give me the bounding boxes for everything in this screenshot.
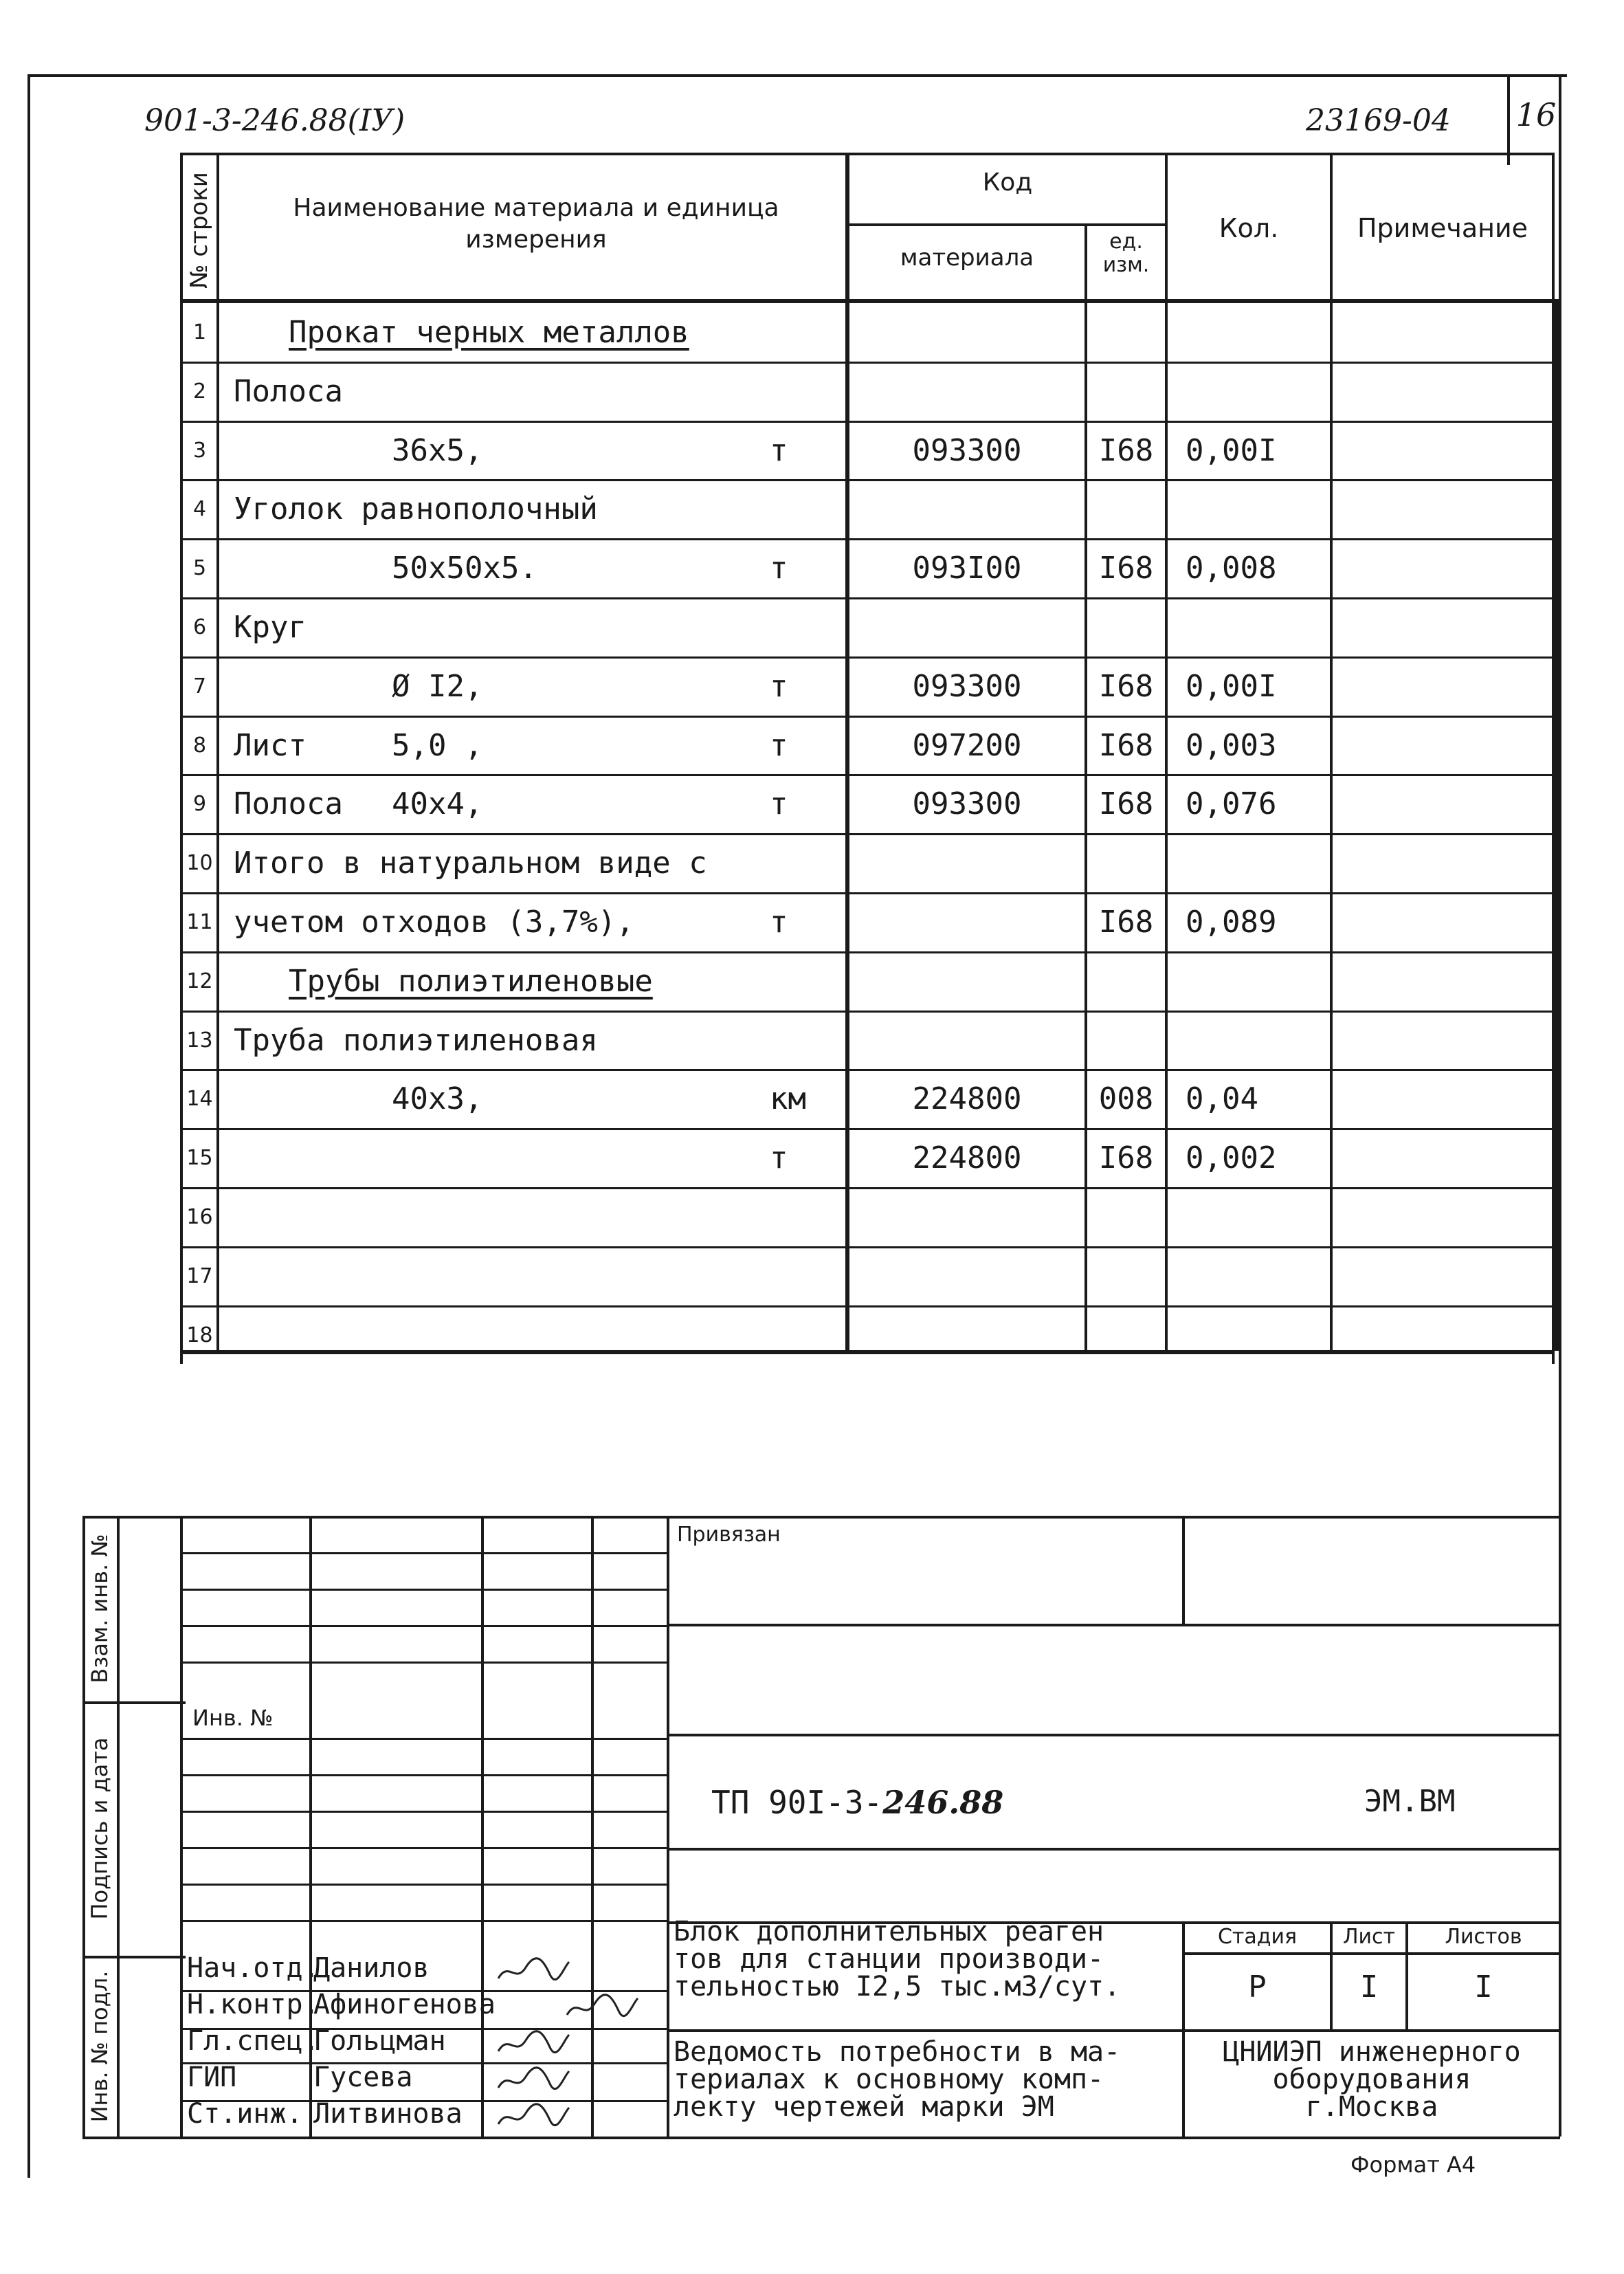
row-number: 16	[186, 1205, 213, 1229]
row-size: 40х4,	[392, 786, 483, 821]
row-unit: км	[770, 1081, 806, 1116]
stage-value: Р	[1248, 1969, 1267, 2005]
row-line	[180, 538, 1555, 540]
row-quantity: 0,089	[1186, 905, 1277, 940]
sig-grid-line	[180, 1920, 668, 1922]
title-sub-line-1: Ведомость потребности в ма-	[674, 2036, 1121, 2068]
row-unit: т	[770, 551, 788, 586]
row-quantity: 0,00I	[1186, 433, 1277, 468]
row-unit-code: I68	[1098, 1140, 1154, 1175]
signature-scribble	[495, 2063, 570, 2096]
title-main-line-3: тельностью I2,5 тыс.м3/сут.	[674, 1971, 1121, 2002]
page-number: 16	[1515, 96, 1557, 133]
row-line	[180, 1246, 1555, 1248]
stamp-top-line	[82, 1516, 1559, 1519]
doc-code-prefix: ТП 90I-3-	[711, 1784, 883, 1821]
row-line	[180, 421, 1555, 423]
row-unit-code: I68	[1098, 669, 1154, 704]
signatory-name: Гольцман	[313, 2025, 446, 2057]
header-qty: Кол.	[1219, 213, 1279, 243]
row-number: 18	[186, 1323, 213, 1347]
row-line	[180, 656, 1555, 659]
sig-col-0	[180, 1516, 183, 2138]
doc-code	[711, 1784, 1003, 1821]
row-unit-code: I68	[1098, 728, 1154, 763]
row-number: 3	[192, 439, 207, 463]
row-number: 8	[192, 733, 207, 758]
code-header-split	[847, 223, 1166, 226]
privyazan-divider	[1182, 1516, 1185, 1626]
signatory-role: Гл.спец.	[187, 2025, 320, 2057]
row-line	[180, 1069, 1555, 1071]
row-size: 36х5,	[392, 433, 483, 468]
row-number: 1	[192, 320, 207, 344]
title-main-line-1: Блок дополнительных реаген	[674, 1916, 1104, 1947]
sig-grid-line	[180, 2062, 668, 2064]
row-line	[180, 716, 1555, 718]
sheets-label: Листов	[1445, 1925, 1522, 1949]
row-number: 5	[192, 556, 207, 580]
stage-label: Стадия	[1217, 1925, 1298, 1949]
header-bottom-border	[180, 299, 1555, 303]
code-bottom-line	[668, 1848, 1559, 1851]
row-name: Полоса	[234, 786, 343, 821]
row-number: 2	[192, 379, 207, 404]
row-line	[180, 1011, 1555, 1013]
row-size: 50х50х5.	[392, 551, 537, 586]
inv-label: Инв. №	[192, 1705, 274, 1731]
sig-grid-line	[180, 1662, 668, 1664]
sheets-value: I	[1474, 1969, 1493, 2005]
frame-left	[27, 74, 30, 2178]
side-podpis: Подпись и дата	[87, 1737, 113, 1920]
title-main	[674, 1918, 1120, 2000]
row-number: 15	[186, 1146, 213, 1170]
sig-col-2	[481, 1516, 484, 2138]
stamp-bottom-line	[82, 2137, 1560, 2139]
stage-header-line	[1182, 1952, 1559, 1955]
sig-col-4	[667, 1516, 669, 2138]
row-line	[180, 951, 1555, 953]
row-name: Уголок равнополочный	[234, 492, 598, 527]
org-line-1: ЦНИИЭП инженерного	[1223, 2036, 1521, 2068]
row-name: учетом отходов (3,7%),	[234, 905, 634, 940]
strip-sep-2	[82, 1956, 186, 1958]
signature-scribble	[564, 1990, 639, 2023]
signatory-role: ГИП	[187, 2062, 237, 2093]
sig-grid-line	[180, 1884, 668, 1886]
row-size: Ø I2,	[392, 669, 483, 704]
sig-grid-line	[180, 1738, 668, 1740]
row-unit-code: I68	[1098, 433, 1154, 468]
row-material-code: 224800	[912, 1081, 1022, 1116]
row-number: 9	[192, 792, 207, 816]
row-quantity: 0,04	[1186, 1081, 1258, 1116]
row-unit: т	[770, 728, 788, 763]
row-name: Лист	[234, 728, 307, 763]
frame-right	[1559, 74, 1561, 2137]
page-no-divider	[1507, 74, 1510, 165]
signatory-name: Данилов	[313, 1952, 430, 1984]
header-code: Код	[982, 168, 1033, 197]
doc-ref: 901-3-246.88(IУ)	[144, 103, 405, 138]
signatory-role: Нач.отд.	[187, 1952, 320, 1984]
signatory-name: Гусева	[313, 2062, 413, 2093]
header-name: Наименование материала и единица измерения	[293, 194, 779, 254]
privyazan-label: Привязан	[677, 1523, 781, 1547]
row-material-code: 093300	[912, 669, 1022, 704]
row-line	[180, 1128, 1555, 1130]
signatory-role: Н.контр.	[187, 1989, 320, 2020]
row-material-code: 224800	[912, 1140, 1022, 1175]
row-number: 6	[192, 615, 207, 639]
row-unit-code: I68	[1098, 551, 1154, 586]
sig-grid-line	[180, 1847, 668, 1849]
header-row-no: № строки	[186, 172, 213, 289]
row-number: 10	[186, 851, 213, 875]
row-size: 40х3,	[392, 1081, 483, 1116]
row-quantity: 0,00I	[1186, 669, 1277, 704]
signatory-name: Афиногенова	[313, 1989, 496, 2020]
code-top-line	[668, 1734, 1559, 1736]
row-quantity: 0,076	[1186, 786, 1277, 821]
signatory-role: Ст.инж.	[187, 2098, 303, 2130]
col-line-unit	[1165, 153, 1168, 1352]
org-line-3: г.Москва	[1305, 2091, 1438, 2123]
table-bottom-border	[180, 1350, 1555, 1354]
title-sep	[668, 2029, 1559, 2032]
row-name: Круг	[234, 610, 307, 645]
row-name: Трубы полиэтиленовые	[289, 964, 653, 999]
row-unit-code: I68	[1098, 905, 1154, 940]
row-unit: т	[770, 786, 788, 821]
row-unit-code: 008	[1098, 1081, 1154, 1116]
signature-scribble	[495, 1954, 570, 1987]
row-line	[180, 892, 1555, 894]
signature-scribble	[495, 2099, 570, 2132]
row-line	[180, 774, 1555, 776]
side-vzam: Взам. инв. №	[87, 1534, 113, 1684]
org-line-2: оборудования	[1272, 2064, 1471, 2095]
row-unit: т	[770, 669, 788, 704]
header-note: Примечание	[1357, 213, 1528, 243]
row-name: Прокат черных металлов	[289, 315, 689, 350]
row-number: 11	[186, 910, 213, 934]
row-number: 14	[186, 1087, 213, 1111]
row-unit: т	[770, 905, 788, 940]
row-number: 13	[186, 1028, 213, 1052]
row-unit: т	[770, 1140, 788, 1175]
row-material-code: 097200	[912, 728, 1022, 763]
col-line-qty	[1330, 153, 1333, 1352]
privyazan-bottom	[668, 1624, 1559, 1626]
row-number: 4	[192, 497, 207, 521]
doc-mark: ЭМ.ВМ	[1364, 1784, 1456, 1819]
row-material-code: 093300	[912, 433, 1022, 468]
title-sub-line-2: териалах к основному комп-	[674, 2064, 1104, 2095]
signatory-name: Литвинова	[313, 2098, 463, 2130]
sheet-value: I	[1359, 1969, 1379, 2005]
row-number: 7	[192, 674, 207, 698]
organization	[1185, 2038, 1559, 2121]
side-inv: Инв. № подл.	[87, 1970, 113, 2123]
stamp-strip-line	[117, 1516, 120, 2138]
sig-grid-line	[180, 1774, 668, 1776]
format-label: Формат А4	[1350, 2152, 1476, 2178]
row-quantity: 0,003	[1186, 728, 1277, 763]
row-size: 5,0 ,	[392, 728, 483, 763]
row-line	[180, 362, 1555, 364]
title-main-line-2: тов для станции производи-	[674, 1943, 1104, 1975]
row-line	[180, 833, 1555, 835]
col-line-note-thick	[1555, 299, 1559, 1351]
row-line	[180, 597, 1555, 599]
row-number: 12	[186, 969, 213, 993]
sig-grid-line	[180, 1811, 668, 1813]
row-unit-code: I68	[1098, 786, 1154, 821]
signature-scribble	[495, 2027, 570, 2060]
row-number: 17	[186, 1264, 213, 1288]
row-unit: т	[770, 433, 788, 468]
sig-col-3	[591, 1516, 594, 2138]
row-line	[180, 479, 1555, 481]
row-material-code: 093I00	[912, 551, 1022, 586]
row-material-code: 093300	[912, 786, 1022, 821]
inventory-number: 23169-04	[1306, 103, 1451, 138]
table-top-border	[180, 153, 1553, 155]
sig-grid-line	[180, 1552, 668, 1554]
row-line	[180, 1187, 1555, 1189]
title-sub	[674, 2038, 1120, 2121]
sheet-label: Лист	[1342, 1925, 1396, 1949]
row-name: Итого в натуральном виде с	[234, 846, 707, 881]
sig-grid-line	[180, 1625, 668, 1627]
doc-code-number: 246.88	[882, 1784, 1004, 1821]
header-code-unit: ед. изм.	[1102, 230, 1150, 277]
row-quantity: 0,008	[1186, 551, 1277, 586]
title-sub-line-3: лекту чертежей марки ЭМ	[674, 2091, 1054, 2123]
col-line-rowno	[216, 153, 219, 1352]
sig-grid-line	[180, 1589, 668, 1591]
row-line	[180, 1305, 1555, 1307]
header-code-material: материала	[900, 244, 1034, 272]
row-name: Труба полиэтиленовая	[234, 1023, 598, 1058]
frame-top	[27, 74, 1567, 77]
row-name: Полоса	[234, 374, 343, 409]
row-quantity: 0,002	[1186, 1140, 1277, 1175]
